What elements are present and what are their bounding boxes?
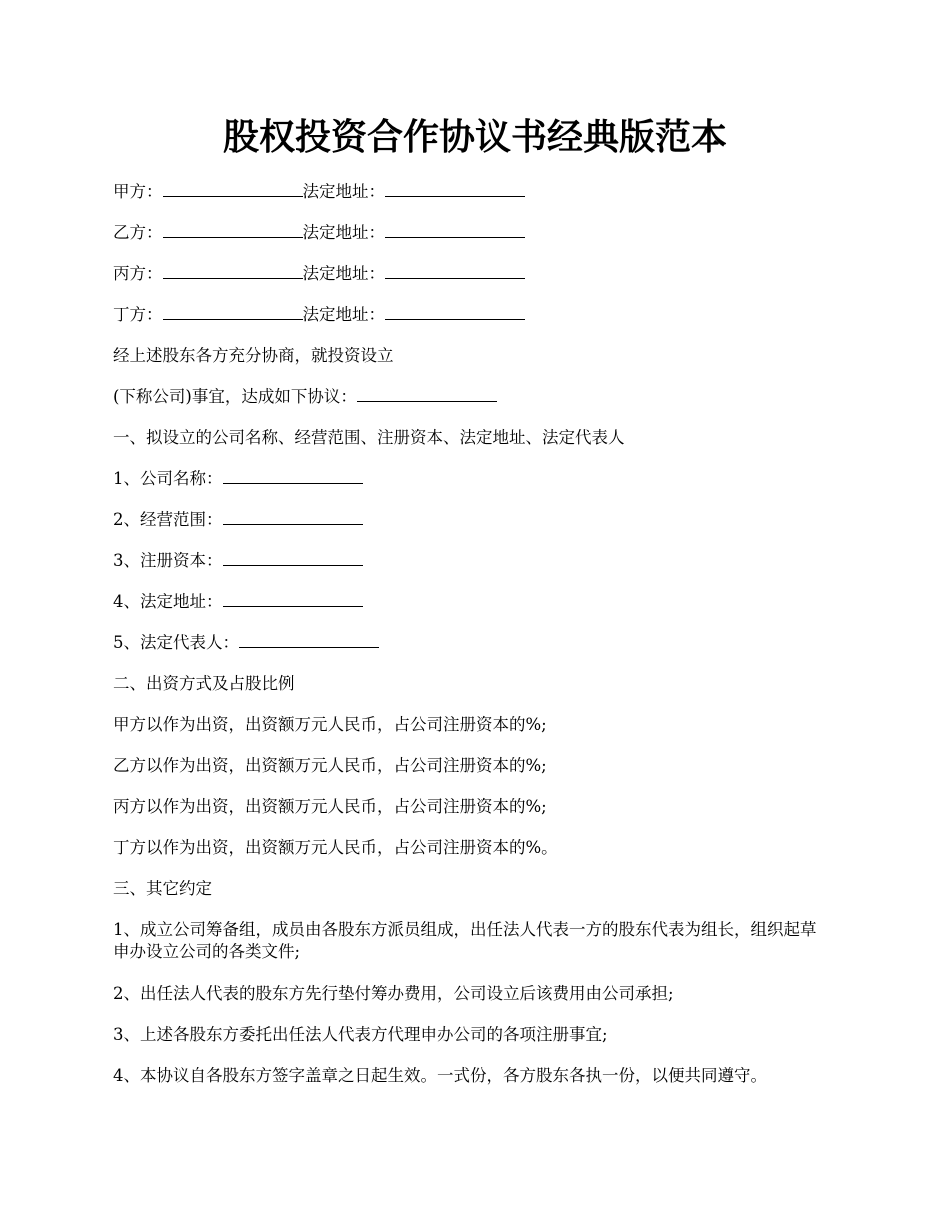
party-label: 丙方： (113, 264, 163, 283)
item-label: 5、法定代表人： (113, 633, 239, 652)
blank-field (163, 304, 303, 320)
item-label: 3、注册资本： (113, 551, 223, 570)
blank-field (385, 222, 525, 238)
section-3-item: 2、出任法人代表的股东方先行垫付筹办费用，公司设立后该费用由公司承担; (113, 984, 674, 1003)
section-1-item (113, 509, 853, 531)
section-3-heading: 三、其它约定 (113, 879, 212, 898)
party-line-bing (113, 263, 853, 285)
section-1-item (113, 591, 853, 613)
section-2-heading: 二、出资方式及占股比例 (113, 674, 295, 693)
party-line-yi (113, 222, 853, 244)
blank-field (163, 181, 303, 197)
blank-field (385, 263, 525, 279)
section-1-item (113, 468, 853, 490)
item-label: 2、经营范围： (113, 510, 223, 529)
section-2-item: 丙方以作为出资，出资额万元人民币，占公司注册资本的%; (113, 797, 547, 816)
document-title: 股权投资合作协议书经典版范本 (222, 116, 727, 158)
blank-field (385, 304, 525, 320)
address-label: 法定地址： (302, 182, 385, 201)
blank-field (357, 386, 497, 402)
blank-field (239, 632, 379, 648)
section-1-item (113, 550, 853, 572)
section-2-item: 乙方以作为出资，出资额万元人民币，占公司注册资本的%; (113, 756, 547, 775)
address-label: 法定地址： (302, 223, 385, 242)
intro-line-2 (113, 386, 853, 408)
blank-field (223, 509, 363, 525)
section-3-item: 3、上述各股东方委托出任法人代表方代理申办公司的各项注册事宜; (113, 1025, 608, 1044)
party-line-ding (113, 304, 853, 326)
address-label: 法定地址： (302, 264, 385, 283)
party-label: 乙方： (113, 223, 163, 242)
party-label: 丁方： (113, 305, 163, 324)
blank-field (385, 181, 525, 197)
item-label: 1、公司名称： (113, 469, 223, 488)
section-2-item: 丁方以作为出资，出资额万元人民币，占公司注册资本的%。 (113, 838, 558, 857)
address-label: 法定地址： (302, 305, 385, 324)
blank-field (223, 550, 363, 566)
blank-field (163, 222, 303, 238)
blank-field (223, 591, 363, 607)
section-1-item (113, 632, 853, 654)
intro-line-1: 经上述股东各方充分协商，就投资设立 (113, 346, 394, 365)
section-3-item: 4、本协议自各股东方签字盖章之日起生效。一式份，各方股东各执一份，以便共同遵守。 (113, 1066, 767, 1085)
section-3-item: 1、成立公司筹备组，成员由各股东方派员组成，出任法人代表一方的股东代表为组长，组织起草申办设立公司的各类文件; (113, 920, 817, 961)
intro-text: (下称公司)事宜，达成如下协议： (113, 387, 357, 406)
blank-field (163, 263, 303, 279)
blank-field (223, 468, 363, 484)
section-2-item: 甲方以作为出资，出资额万元人民币，占公司注册资本的%; (113, 715, 547, 734)
item-label: 4、法定地址： (113, 592, 223, 611)
party-line-jia (113, 181, 853, 203)
party-label: 甲方： (113, 182, 163, 201)
section-1-heading: 一、拟设立的公司名称、经营范围、注册资本、法定地址、法定代表人 (113, 428, 625, 447)
